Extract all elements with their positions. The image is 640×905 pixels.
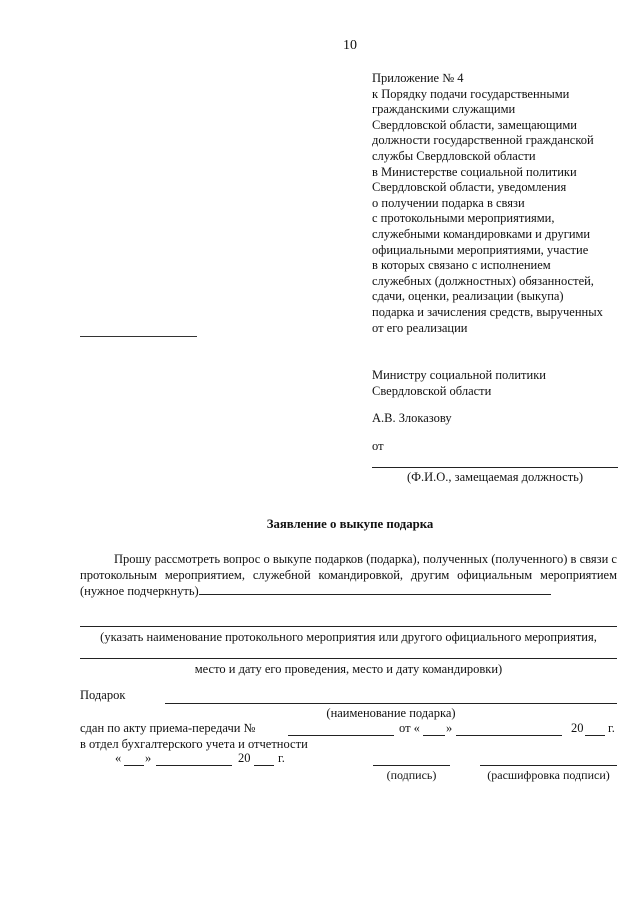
date-quote-open: « xyxy=(115,751,122,765)
appendix-line: подарка и зачисления средств, вырученных xyxy=(372,304,603,319)
date-year-line[interactable] xyxy=(254,765,274,766)
signature-caption: (подпись) xyxy=(386,768,437,782)
event-caption-1: (указать наименование протокольного мероприятия или другого официального мероприятия, xyxy=(100,630,597,644)
date-month-line[interactable] xyxy=(156,765,232,766)
appendix-header xyxy=(372,71,603,336)
appendix-line: Свердловской области, уведомления xyxy=(372,180,567,195)
date-quote-close: » xyxy=(145,751,152,765)
signature-line[interactable] xyxy=(373,765,450,766)
act-quote-close: » xyxy=(446,721,453,735)
gift-caption: (наименование подарка) xyxy=(326,706,456,720)
signature-decode-caption: (расшифровка подписи) xyxy=(487,768,610,782)
act-month-line[interactable] xyxy=(456,735,562,736)
appendix-line: службы Свердловской области xyxy=(372,148,536,163)
event-caption-2: место и дату его проведения, место и дату командировки) xyxy=(194,662,503,676)
act-year-prefix: 20 xyxy=(571,721,584,735)
addressee-line2: Свердловской области xyxy=(372,384,492,398)
act-year-suffix: г. xyxy=(608,721,615,735)
request-text: Прошу рассмотреть вопрос о выкупе подарков (подарка), полученных (полученного) в связи с протокольным мероприятием, служебной командировкой, другим официальным мероприятием (нужное подчеркнуть) xyxy=(80,552,617,598)
appendix-line: служебными командировками и другими xyxy=(372,226,591,241)
appendix-line: Приложение № 4 xyxy=(372,71,464,85)
act-from-text: от « xyxy=(399,721,420,735)
appendix-line: сдачи, оценки, реализации (выкупа) xyxy=(372,289,564,304)
department-text: в отдел бухгалтерского учета и отчетности xyxy=(80,737,308,751)
event-place-line[interactable] xyxy=(80,658,617,659)
act-year-line[interactable] xyxy=(585,735,605,736)
addressee-line1: Министру социальной политики xyxy=(372,368,546,382)
appendix-line: о получении подарка в связи xyxy=(372,195,525,210)
left-divider xyxy=(80,336,197,337)
appendix-line: официальными мероприятиями, участие xyxy=(372,242,589,257)
appendix-line: служебных (должностных) обязанностей, xyxy=(372,273,594,288)
gift-name-line[interactable] xyxy=(165,703,617,704)
request-paragraph xyxy=(80,552,617,599)
act-day-line[interactable] xyxy=(423,735,445,736)
act-number-line[interactable] xyxy=(288,735,394,736)
addressee-name: А.В. Злоказову xyxy=(372,411,452,425)
appendix-line: должности государственной гражданской xyxy=(372,133,594,148)
act-text: сдан по акту приема-передачи № xyxy=(80,721,256,735)
appendix-line: Свердловской области, замещающими xyxy=(372,117,577,132)
date-year-prefix: 20 xyxy=(238,751,251,765)
appendix-line: от его реализации xyxy=(372,320,468,335)
date-year-suffix: г. xyxy=(278,751,285,765)
event-name-line[interactable] xyxy=(80,626,617,627)
appendix-line: с протокольными мероприятиями, xyxy=(372,211,555,226)
gift-label: Подарок xyxy=(80,688,126,702)
appendix-line: в которых связано с исполнением xyxy=(372,258,551,273)
appendix-line: к Порядку подачи государственными xyxy=(372,86,570,101)
appendix-line: гражданскими служащими xyxy=(372,102,516,117)
signature-decode-line[interactable] xyxy=(480,765,617,766)
from-label: от xyxy=(372,439,384,453)
appendix-line: в Министерстве социальной политики xyxy=(372,164,577,179)
from-field-line[interactable] xyxy=(372,467,618,468)
page-number: 10 xyxy=(343,38,357,53)
event-field-line[interactable] xyxy=(199,584,551,595)
from-caption: (Ф.И.О., замещаемая должность) xyxy=(406,470,584,484)
document-title: Заявление о выкупе подарка xyxy=(266,517,434,531)
date-day-line[interactable] xyxy=(124,765,144,766)
